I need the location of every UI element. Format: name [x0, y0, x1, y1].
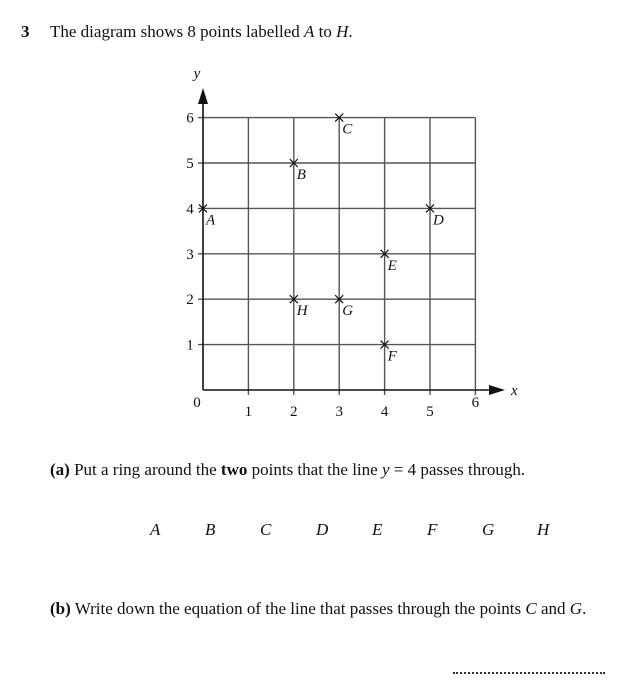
x-tick-label: 1 — [244, 404, 253, 420]
y-tick-label: 4 — [186, 201, 194, 218]
plotted-points — [199, 114, 444, 365]
x-axis-arrow-icon — [489, 385, 505, 395]
point-label: H — [296, 303, 308, 320]
point-label: F — [387, 348, 397, 365]
part-b-point-1: C — [525, 599, 537, 618]
y-axis-arrow-icon — [198, 88, 208, 104]
option-b[interactable]: B — [205, 520, 216, 539]
x-tick-label: 5 — [426, 404, 434, 420]
x-tick-label: 4 — [380, 404, 389, 420]
part-b-label: (b) — [50, 599, 71, 618]
y-tick-label: 2 — [186, 292, 194, 309]
point-label: A — [206, 212, 216, 229]
intro-text: The diagram shows 8 points labelled — [50, 22, 305, 41]
tick-labels — [186, 66, 518, 420]
part-a-text: Put a ring around the — [69, 460, 221, 479]
x-tick-label: 2 — [290, 404, 298, 420]
part-a-bold: two — [220, 460, 248, 479]
grid-lines — [198, 118, 475, 395]
point-label: G — [342, 303, 354, 320]
point-label: C — [342, 121, 353, 138]
intro-suffix: . — [348, 22, 353, 41]
point-label: D — [433, 212, 444, 229]
option-h[interactable]: H — [537, 520, 550, 539]
intro-to: H — [336, 22, 349, 41]
part-a-var: y — [381, 460, 390, 479]
part-a-question — [50, 460, 525, 480]
part-b-and: and — [536, 599, 570, 618]
intro-to-word: to — [314, 22, 337, 41]
y-tick-label: 6 — [186, 110, 194, 127]
option-c[interactable]: C — [260, 520, 272, 539]
option-d[interactable]: D — [316, 520, 329, 539]
question-number: 3 — [21, 22, 30, 41]
x-tick-label: 3 — [335, 404, 343, 420]
option-a[interactable]: A — [150, 520, 161, 539]
part-b-text: Write down the equation of the line that passes through the points — [70, 599, 526, 618]
part-a-text-3: = 4 passes through. — [389, 460, 526, 479]
option-g[interactable]: G — [482, 520, 495, 539]
y-tick-label: 1 — [186, 337, 194, 354]
part-a-label: (a) — [50, 460, 70, 479]
intro-from: A — [304, 22, 315, 41]
option-e[interactable]: E — [372, 520, 383, 539]
origin-label: 0 — [193, 395, 201, 411]
point-label: E — [387, 257, 397, 274]
y-axis-label: y — [193, 66, 201, 82]
answer-line[interactable] — [453, 672, 605, 674]
part-a-text-2: points that the line — [247, 460, 382, 479]
part-b-question — [50, 599, 586, 619]
x-axis-label: x — [511, 383, 518, 399]
y-tick-label: 3 — [186, 246, 194, 263]
part-b-point-2: G — [569, 599, 583, 618]
y-tick-label: 5 — [186, 156, 194, 172]
x-tick-label: 6 — [471, 395, 480, 411]
option-f[interactable]: F — [427, 520, 438, 539]
part-b-suffix: . — [582, 599, 587, 618]
point-label: B — [296, 167, 306, 183]
